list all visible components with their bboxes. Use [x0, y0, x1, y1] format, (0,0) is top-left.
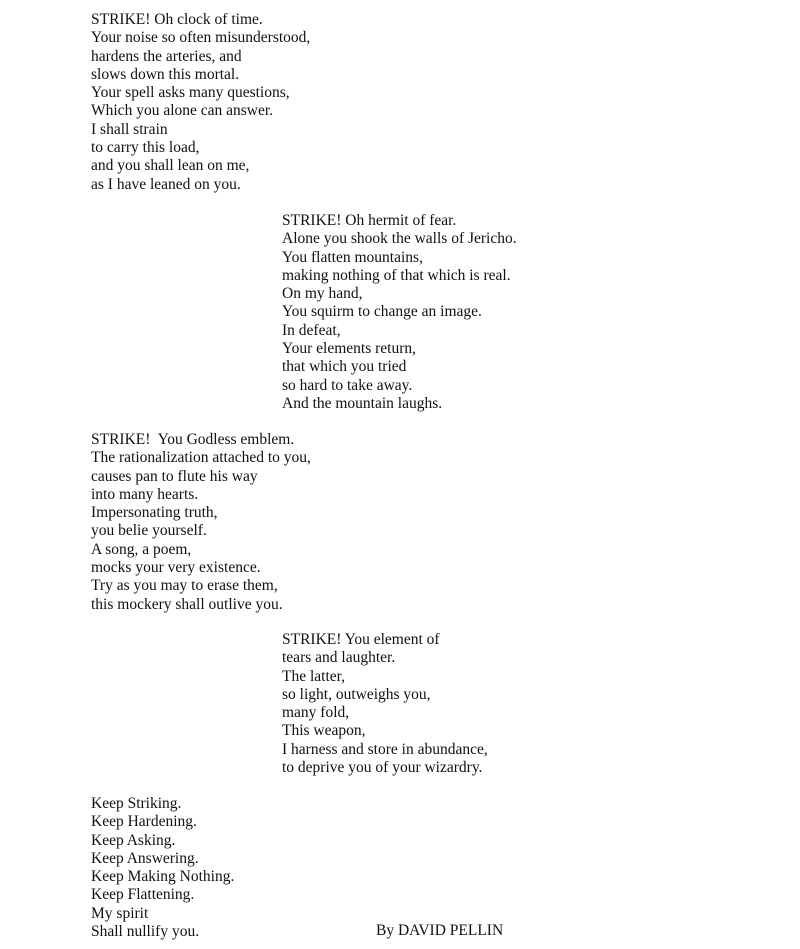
poem-line: mocks your very existence.: [91, 559, 261, 577]
author-byline: By DAVID PELLIN: [376, 922, 504, 939]
poem-line: STRIKE! You element of: [282, 631, 440, 648]
poem-line: to deprive you of your wizardry.: [282, 759, 483, 777]
poem-line: My spirit: [91, 904, 149, 922]
poem-line: making nothing of that which is real.: [282, 266, 511, 284]
poem-line: into many hearts.: [91, 485, 199, 503]
poem-line: STRIKE! Oh clock of time.: [91, 11, 263, 28]
poem-line: so hard to take away.: [282, 376, 413, 394]
poem-line: STRIKE! Oh hermit of fear.: [282, 212, 457, 229]
poem-line: Keep Asking.: [91, 831, 176, 849]
poem-line: You flatten mountains,: [282, 248, 423, 266]
poem-line: Keep Striking.: [91, 795, 182, 812]
poem-line: Keep Flattening.: [91, 886, 195, 904]
poem-line: that which you tried: [282, 358, 407, 376]
poem-line: Your spell asks many questions,: [91, 84, 290, 102]
poem-line: I shall strain: [91, 120, 168, 138]
stanza-5: [91, 795, 234, 941]
poem-line: This weapon,: [282, 722, 366, 740]
poem-line: Keep Answering.: [91, 849, 199, 867]
poem-line: you belie yourself.: [91, 522, 207, 540]
poem-line: The rationalization attached to you,: [91, 449, 311, 467]
poem-line: this mockery shall outlive you.: [91, 595, 283, 613]
poem-line: to carry this load,: [91, 139, 200, 157]
poem-line: I harness and store in abundance,: [282, 740, 488, 758]
poem-line: Which you alone can answer.: [91, 102, 274, 120]
poem-line: tears and laughter.: [282, 649, 396, 667]
poem-line: hardens the arteries, and: [91, 47, 242, 65]
poem-line: Shall nullify you.: [91, 923, 200, 941]
poem-line: Keep Hardening.: [91, 813, 197, 831]
poem-line: as I have leaned on you.: [91, 175, 241, 193]
poem-line: On my hand,: [282, 285, 363, 303]
poem-line: In defeat,: [282, 321, 341, 339]
poem-line: Alone you shook the walls of Jericho.: [282, 230, 517, 248]
poem-line: so light, outweighs you,: [282, 685, 431, 703]
poem-line: A song, a poem,: [91, 540, 192, 558]
stanza-4: [282, 631, 488, 777]
poem-line: Your noise so often misunderstood,: [91, 29, 311, 47]
poem-line: Keep Making Nothing.: [91, 868, 235, 886]
poem-line: Try as you may to erase them,: [91, 577, 278, 595]
poem-line: and you shall lean on me,: [91, 157, 250, 175]
poem-line: The latter,: [282, 667, 346, 685]
stanza-1: [91, 11, 310, 194]
poem-line: STRIKE! You Godless emblem.: [91, 431, 295, 448]
poem-line: Impersonating truth,: [91, 504, 218, 522]
poem-line: many fold,: [282, 704, 350, 722]
poem-line: And the mountain laughs.: [282, 394, 443, 412]
poem-line: causes pan to flute his way: [91, 467, 258, 485]
poem-line: Your elements return,: [282, 340, 417, 358]
stanza-3: [91, 431, 311, 614]
stanza-2: [282, 212, 517, 413]
poem-line: You squirm to change an image.: [282, 303, 482, 321]
poem-line: slows down this mortal.: [91, 65, 240, 83]
